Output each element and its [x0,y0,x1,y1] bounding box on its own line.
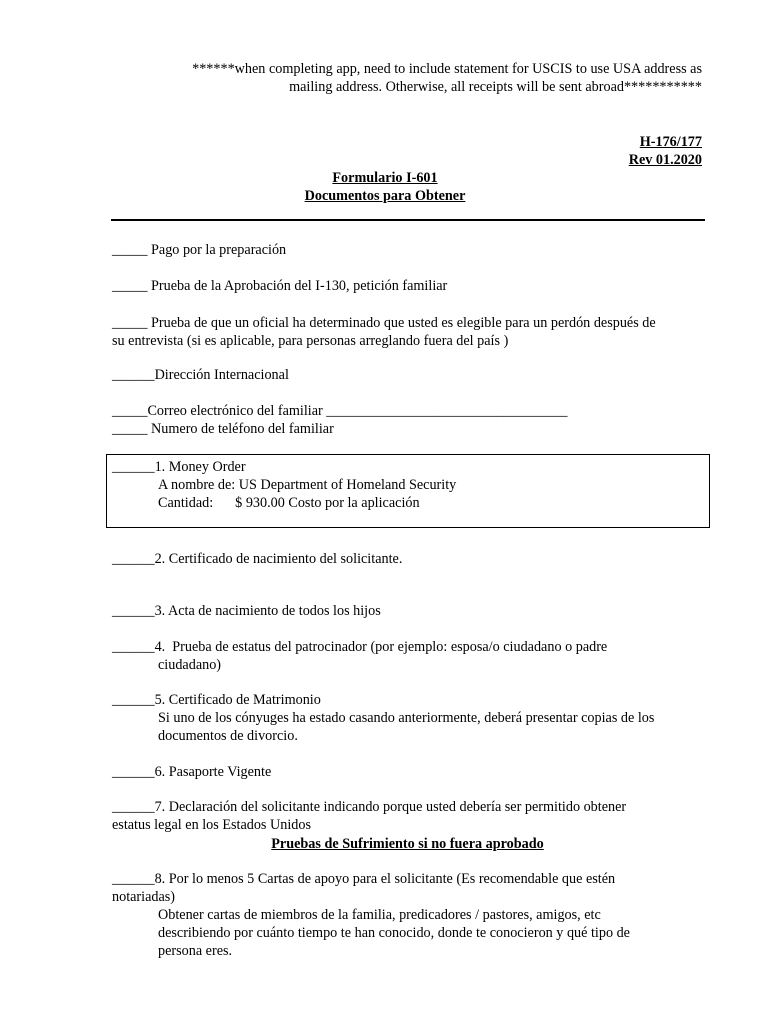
money-order [112,458,712,512]
money-order-line3 [112,494,712,512]
money-order-line2: A nombre de: US Department of Homeland Security [158,477,457,493]
item-telefono: _____ Numero de teléfono del familiar [112,421,334,437]
document-title-block [0,169,770,205]
item-3: ______3. Acta de nacimiento de todos los hijos [112,603,381,619]
item-prueba-oficial-line1: _____ Prueba de que un oficial ha determinado que usted es elegible para un perdón después de [112,315,656,331]
document-title: Formulario I-601 [332,170,438,186]
item-4-line2: ciudadano) [158,657,222,673]
money-order-line1: ______1. Money Order [112,459,246,475]
item-8-line1: ______8. Por lo menos 5 Cartas de apoyo para el solicitante (Es recomendable que estén [112,871,616,887]
section-heading: Pruebas de Sufrimiento si no fuera aprobado [271,836,544,852]
item-5-line3: documentos de divorcio. [158,728,298,744]
item-8-line4: describiendo por cuánto tiempo te han conocido, donde te conocieron y qué tipo de [158,925,630,941]
revision: Rev 01.2020 [628,152,702,168]
item-6: ______6. Pasaporte Vigente [112,764,272,780]
document-subtitle: Documentos para Obtener [304,188,466,204]
item-4-line1: ______4. Prueba de estatus del patrocinador (por ejemplo: esposa/o ciudadano o padre [112,639,608,655]
header-note-line2: mailing address. Otherwise, all receipts will be sent abroad*********** [289,79,702,95]
money-order-amount-value: $ 930.00 Costo por la aplicación [235,495,420,511]
item-correo: _____Correo electrónico del familiar __________________________________ [112,403,568,419]
item-5-line2: Si uno de los cónyuges ha estado casando anteriormente, deberá presentar copias de los [158,710,655,726]
item-5 [112,691,712,745]
form-code: H-176/177 [639,134,702,150]
item-2: ______2. Certificado de nacimiento del solicitante. [112,551,403,567]
item-8 [112,870,712,960]
item-direccion: ______Dirección Internacional [112,367,289,383]
item-prueba-oficial-line2: su entrevista (si es aplicable, para personas arreglando fuera del país ) [112,333,509,349]
money-order-amount-label: Cantidad: [158,495,214,511]
header-note-line1: ******when completing app, need to include statement for USCIS to use USA address as [192,61,702,77]
item-4 [112,638,712,674]
header-divider [111,219,705,221]
item-5-line1: ______5. Certificado de Matrimonio [112,692,321,708]
item-8-line5: persona eres. [158,943,233,959]
item-8-line3: Obtener cartas de miembros de la familia, predicadores / pastores, amigos, etc [158,907,601,923]
form-code-block [629,133,702,169]
item-7-line2: estatus legal en los Estados Unidos [112,817,311,833]
item-7 [112,798,712,834]
item-prueba-oficial [112,314,712,350]
item-7-line1: ______7. Declaración del solicitante indicando porque usted debería ser permitido obtener [112,799,627,815]
item-8-line2: notariadas) [112,889,176,905]
item-pago: _____ Pago por la preparación [112,242,287,258]
item-contacto [112,402,712,438]
item-prueba-i130: _____ Prueba de la Aprobación del I-130, petición familiar [112,278,448,294]
header-note [112,60,702,96]
